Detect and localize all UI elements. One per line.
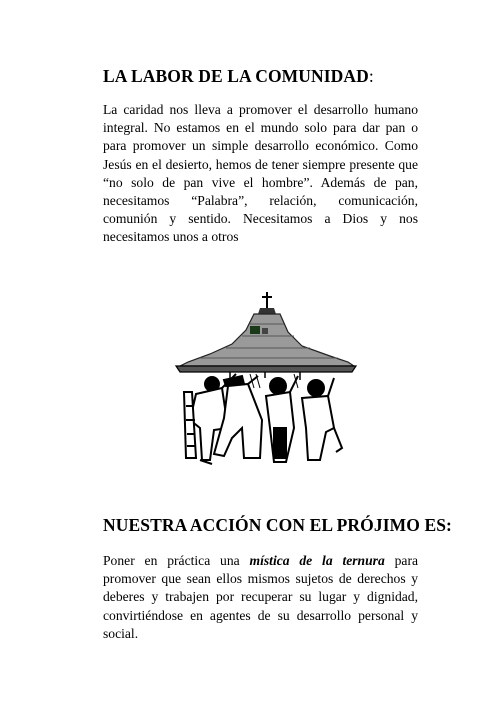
paragraph-line: comunión y sentido. Necesitamos a Dios y nos [103,211,418,227]
paragraph-line: para promover un simple desarrollo económico. Como [103,138,418,154]
paragraph-line: necesitamos unos a otros [103,229,239,245]
paragraph-line: social. [103,625,139,641]
paragraph-line: Jesús en el desierto, hemos de tener siempre presente que [103,156,418,172]
person-figure [302,378,342,460]
paragraph-line: promover que sean ellos mismos sujetos de derechos y [103,571,418,587]
section-title-accion-projimo: NUESTRA ACCIÓN CON EL PRÓJIMO ES: [103,515,452,535]
paragraph-line: convirtiéndose en agentes de su desarrollo personal y [103,607,418,623]
section-title-colon: : [368,66,374,86]
paragraph-text: Poner en práctica una [103,553,250,568]
paragraph-line: necesitamos “Palabra”, relación, comunicación, [103,193,418,209]
paragraph-labor-comunidad [103,101,418,247]
section-title-labor-comunidad [103,66,374,87]
paragraph-line: La caridad nos lleva a promover el desarrollo humano [103,102,418,117]
emphasis-mistica-ternura: mística de la ternura [249,553,385,568]
paragraph-line: “no solo de pan vive el hombre”. Además de pan, [103,174,418,190]
cross-icon [262,292,272,308]
person-figure [266,376,298,462]
people-carrying-church-icon [170,288,360,473]
paragraph-text: para [384,553,419,568]
paragraph-line [103,552,418,570]
paragraph-accion-projimo [103,552,418,643]
section-title-text: LA LABOR DE LA COMUNIDAD [103,66,369,86]
paragraph-line: deberes y trabajen por recuperar su lugar y dignidad, [103,589,418,605]
paragraph-line: integral. No estamos en el mundo solo para dar pan o [103,120,418,136]
